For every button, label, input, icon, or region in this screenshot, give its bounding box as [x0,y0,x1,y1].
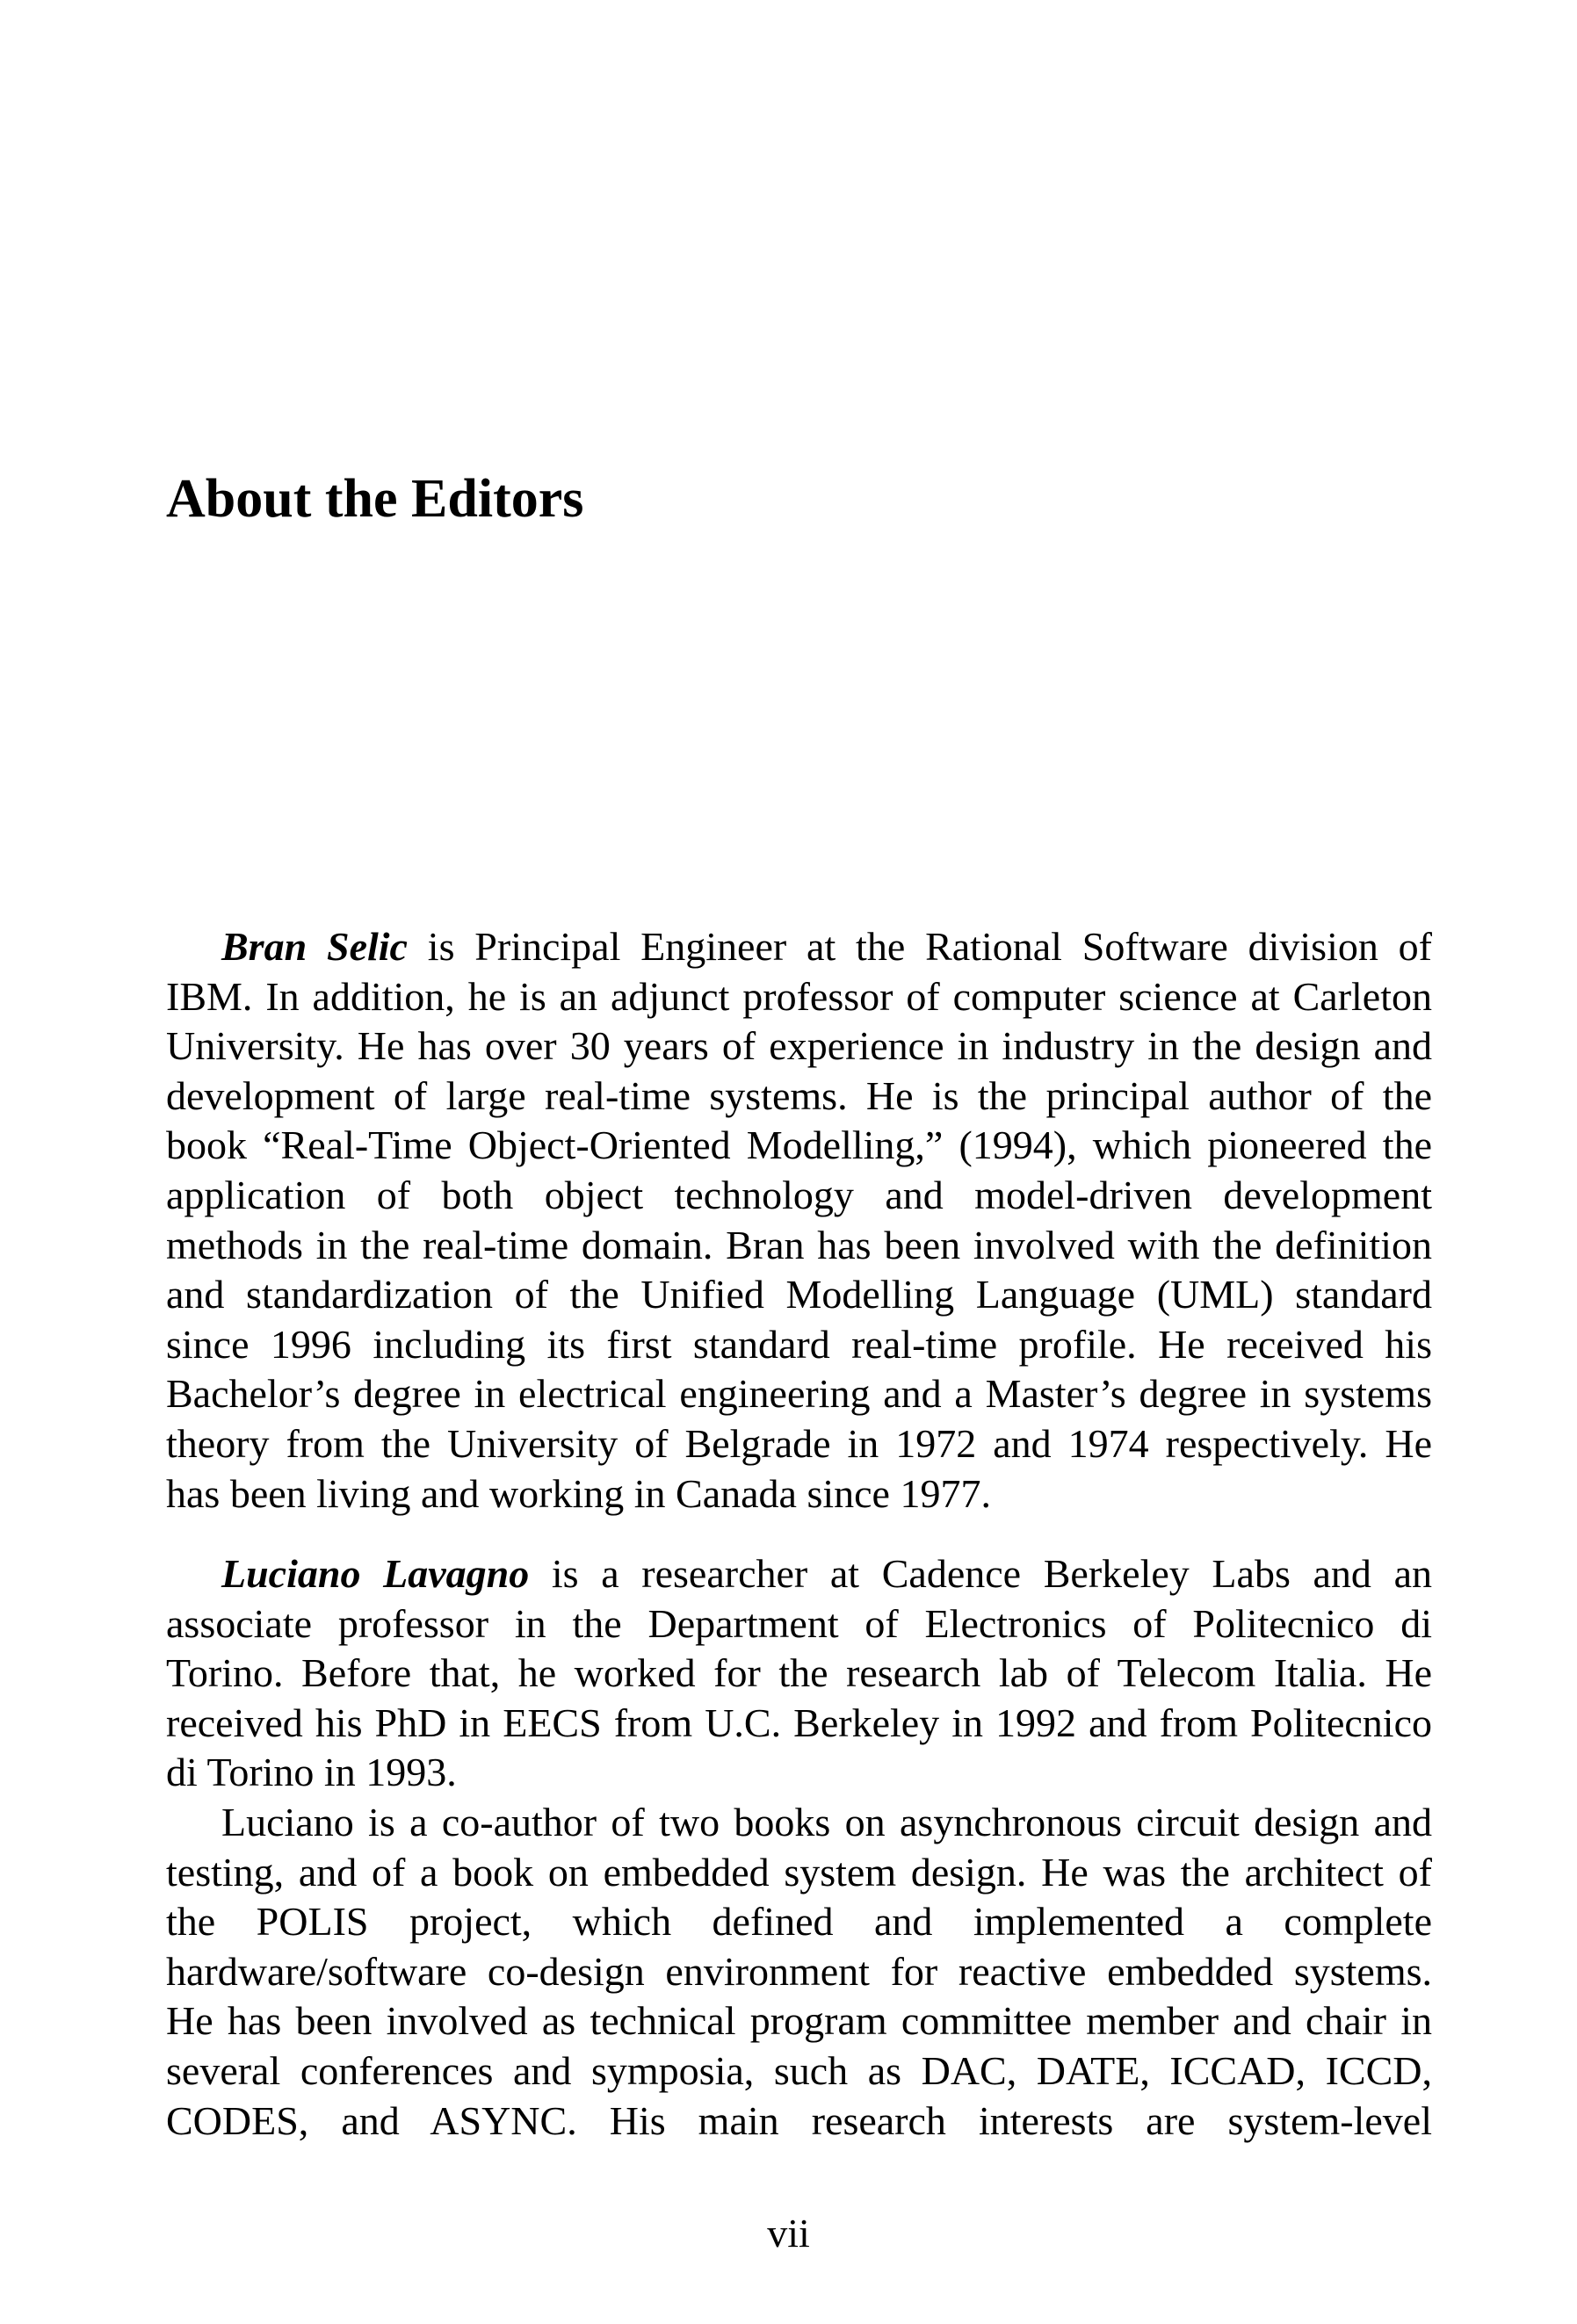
bio-line: CODES, and ASYNC. His main research interests are system-level [166,2097,1432,2143]
bio-line: Torino. Before that, he worked for the research lab of Telecom Italia. He [166,1650,1432,1696]
page-title: About the Editors [166,469,584,529]
bio-line: Luciano is a co-author of two books on asynchronous circuit design and [221,1799,1432,1844]
bio-text: is Principal Engineer at the Rational Software division of [407,924,1432,969]
bio-line: He has been involved as technical program committee member and chair in [166,1998,1432,2044]
bio-line: theory from the University of Belgrade in 1972 and 1974 respectively. He [166,1420,1432,1466]
bio-line: hardware/software co-design environment for reactive embedded systems. [166,1948,1432,1994]
editor-bio-bran-selic [166,922,1432,1519]
bio-line: University. He has over 30 years of experience in industry in the design and [166,1023,1432,1069]
bio-line: book “Real-Time Object-Oriented Modelling,” (1994), which pioneered the [166,1122,1432,1168]
editor-bio-luciano-lavagno [166,1549,1432,2146]
bio-text: is a researcher at Cadence Berkeley Labs and an [529,1551,1432,1596]
page-number: vii [767,2211,810,2255]
editor-name: Luciano Lavagno [221,1551,530,1596]
bio-line: several conferences and symposia, such as DAC, DATE, ICCAD, ICCD, [166,2047,1432,2093]
bio-line: associate professor in the Department of Electronics of Politecnico di [166,1600,1432,1646]
bio-line [166,922,1432,972]
bio-line: has been living and working in Canada since 1977. [166,1470,991,1516]
bio-line: and standardization of the Unified Modelling Language (UML) standard [166,1272,1432,1317]
bio-line: application of both object technology and model-driven development [166,1172,1432,1217]
bio-line: since 1996 including its first standard real-time profile. He received his [166,1321,1432,1367]
bio-line: the POLIS project, which defined and implemented a complete [166,1899,1432,1945]
bio-line: received his PhD in EECS from U.C. Berkeley in 1992 and from Politecnico [166,1700,1432,1745]
bio-line [166,1549,1432,1599]
editor-name: Bran Selic [221,924,408,969]
bio-line: Bachelor’s degree in electrical engineering and a Master’s degree in systems [166,1371,1432,1417]
bio-line: IBM. In addition, he is an adjunct professor of computer science at Carleton [166,973,1432,1019]
bio-line: di Torino in 1993. [166,1750,457,1795]
bio-line: methods in the real-time domain. Bran has been involved with the definition [166,1222,1432,1267]
bio-line: testing, and of a book on embedded system design. He was the architect of [166,1849,1432,1895]
bio-line: development of large real-time systems. He is the principal author of the [166,1072,1432,1118]
